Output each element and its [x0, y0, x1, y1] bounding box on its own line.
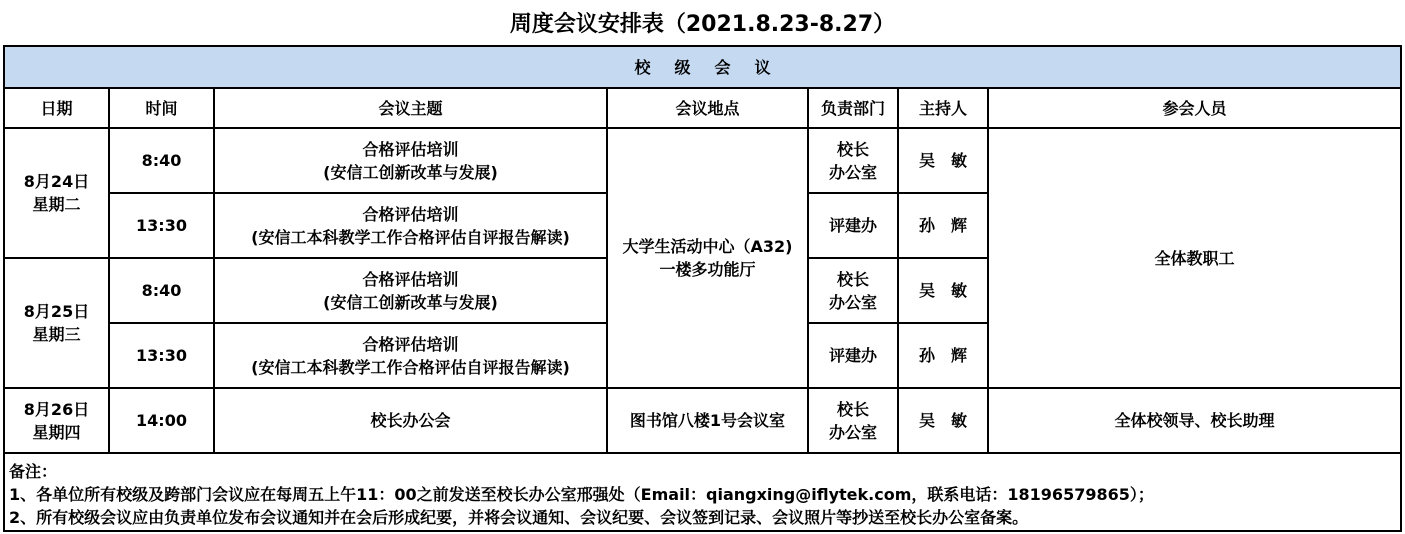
topic-cell	[214, 323, 607, 388]
host-cell: 吴 敏	[898, 128, 988, 193]
notes-line-1: 1、各单位所有校级及跨部门会议应在每周五上午11：00之前发送至校长办公室邢强处（Email：qiangxing@iflytek.com，联系电话：18196579865）；	[9, 485, 1154, 504]
table-row	[4, 388, 1401, 453]
host-cell: 孙 辉	[898, 323, 988, 388]
header-time: 时间	[109, 88, 214, 128]
topic-cell	[214, 193, 607, 258]
topic-cell	[214, 128, 607, 193]
date-cell	[4, 388, 109, 453]
topic-subtitle: (安信工本科教学工作合格评估自评报告解读)	[251, 357, 570, 377]
date-label: 8月25日	[23, 302, 90, 321]
section-band-row	[4, 46, 1401, 88]
time-cell: 13:30	[109, 193, 214, 258]
department-cell	[808, 388, 898, 453]
department-cell: 评建办	[808, 323, 898, 388]
date-label: 8月24日	[23, 172, 90, 191]
attendees-cell: 全体校领导、校长助理	[988, 388, 1401, 453]
location-line2: 一楼多功能厅	[659, 260, 756, 279]
department-line1: 校长	[836, 269, 869, 289]
weekday-label: 星期三	[32, 325, 81, 344]
table-row	[4, 128, 1401, 193]
department-line2: 办公室	[828, 422, 877, 442]
date-cell	[4, 258, 109, 388]
header-department: 负责部门	[808, 88, 898, 128]
location-line1: 大学生活动中心（A32)	[622, 237, 793, 256]
time-cell: 8:40	[109, 258, 214, 323]
department-line1: 校长	[836, 399, 869, 419]
date-label: 8月26日	[23, 399, 90, 419]
header-row	[4, 88, 1401, 128]
section-title	[4, 46, 1401, 88]
time-cell: 14:00	[109, 388, 214, 453]
department-line2: 办公室	[828, 292, 877, 312]
section-title-char: 级	[674, 57, 691, 77]
location-cell	[607, 128, 808, 388]
header-topic: 会议主题	[214, 88, 607, 128]
notes-row	[4, 453, 1401, 531]
topic-title: 合格评估培训	[362, 139, 459, 159]
host-cell: 孙 辉	[898, 193, 988, 258]
department-line2: 办公室	[828, 162, 877, 182]
topic-subtitle: (安信工本科教学工作合格评估自评报告解读)	[251, 227, 570, 247]
section-title-char: 议	[754, 57, 771, 77]
department-cell: 评建办	[808, 193, 898, 258]
notes-cell	[4, 453, 1401, 531]
topic-title: 合格评估培训	[362, 334, 459, 354]
section-title-char: 会	[714, 57, 731, 77]
attendees-cell: 全体教职工	[988, 128, 1401, 388]
topic-subtitle: (安信工创新改革与发展)	[323, 292, 498, 312]
department-cell	[808, 128, 898, 193]
topic-subtitle: (安信工创新改革与发展)	[323, 162, 498, 182]
weekday-label: 星期四	[32, 422, 81, 442]
page-title: 周度会议安排表（2021.8.23-8.27）	[509, 11, 896, 37]
header-host: 主持人	[898, 88, 988, 128]
department-cell	[808, 258, 898, 323]
department-line1: 校长	[836, 139, 869, 159]
schedule-table	[3, 45, 1402, 532]
section-title-char: 校	[634, 57, 651, 77]
weekday-label: 星期二	[32, 195, 81, 214]
topic-cell	[214, 258, 607, 323]
date-cell	[4, 128, 109, 258]
notes-line-2: 2、所有校级会议应由负责单位发布会议通知并在会后形成纪要，并将会议通知、会议纪要、会议签到记录、会议照片等抄送至校长办公室备案。	[9, 508, 1029, 527]
host-cell: 吴 敏	[898, 258, 988, 323]
header-location: 会议地点	[607, 88, 808, 128]
topic-cell: 校长办公会	[214, 388, 607, 453]
time-cell: 8:40	[109, 128, 214, 193]
header-attendees: 参会人员	[988, 88, 1401, 128]
time-cell: 13:30	[109, 323, 214, 388]
header-date: 日期	[4, 88, 109, 128]
location-cell: 图书馆八楼1号会议室	[607, 388, 808, 453]
host-cell: 吴 敏	[898, 388, 988, 453]
notes-label: 备注：	[9, 462, 58, 481]
topic-title: 合格评估培训	[362, 269, 459, 289]
topic-title: 合格评估培训	[362, 204, 459, 224]
